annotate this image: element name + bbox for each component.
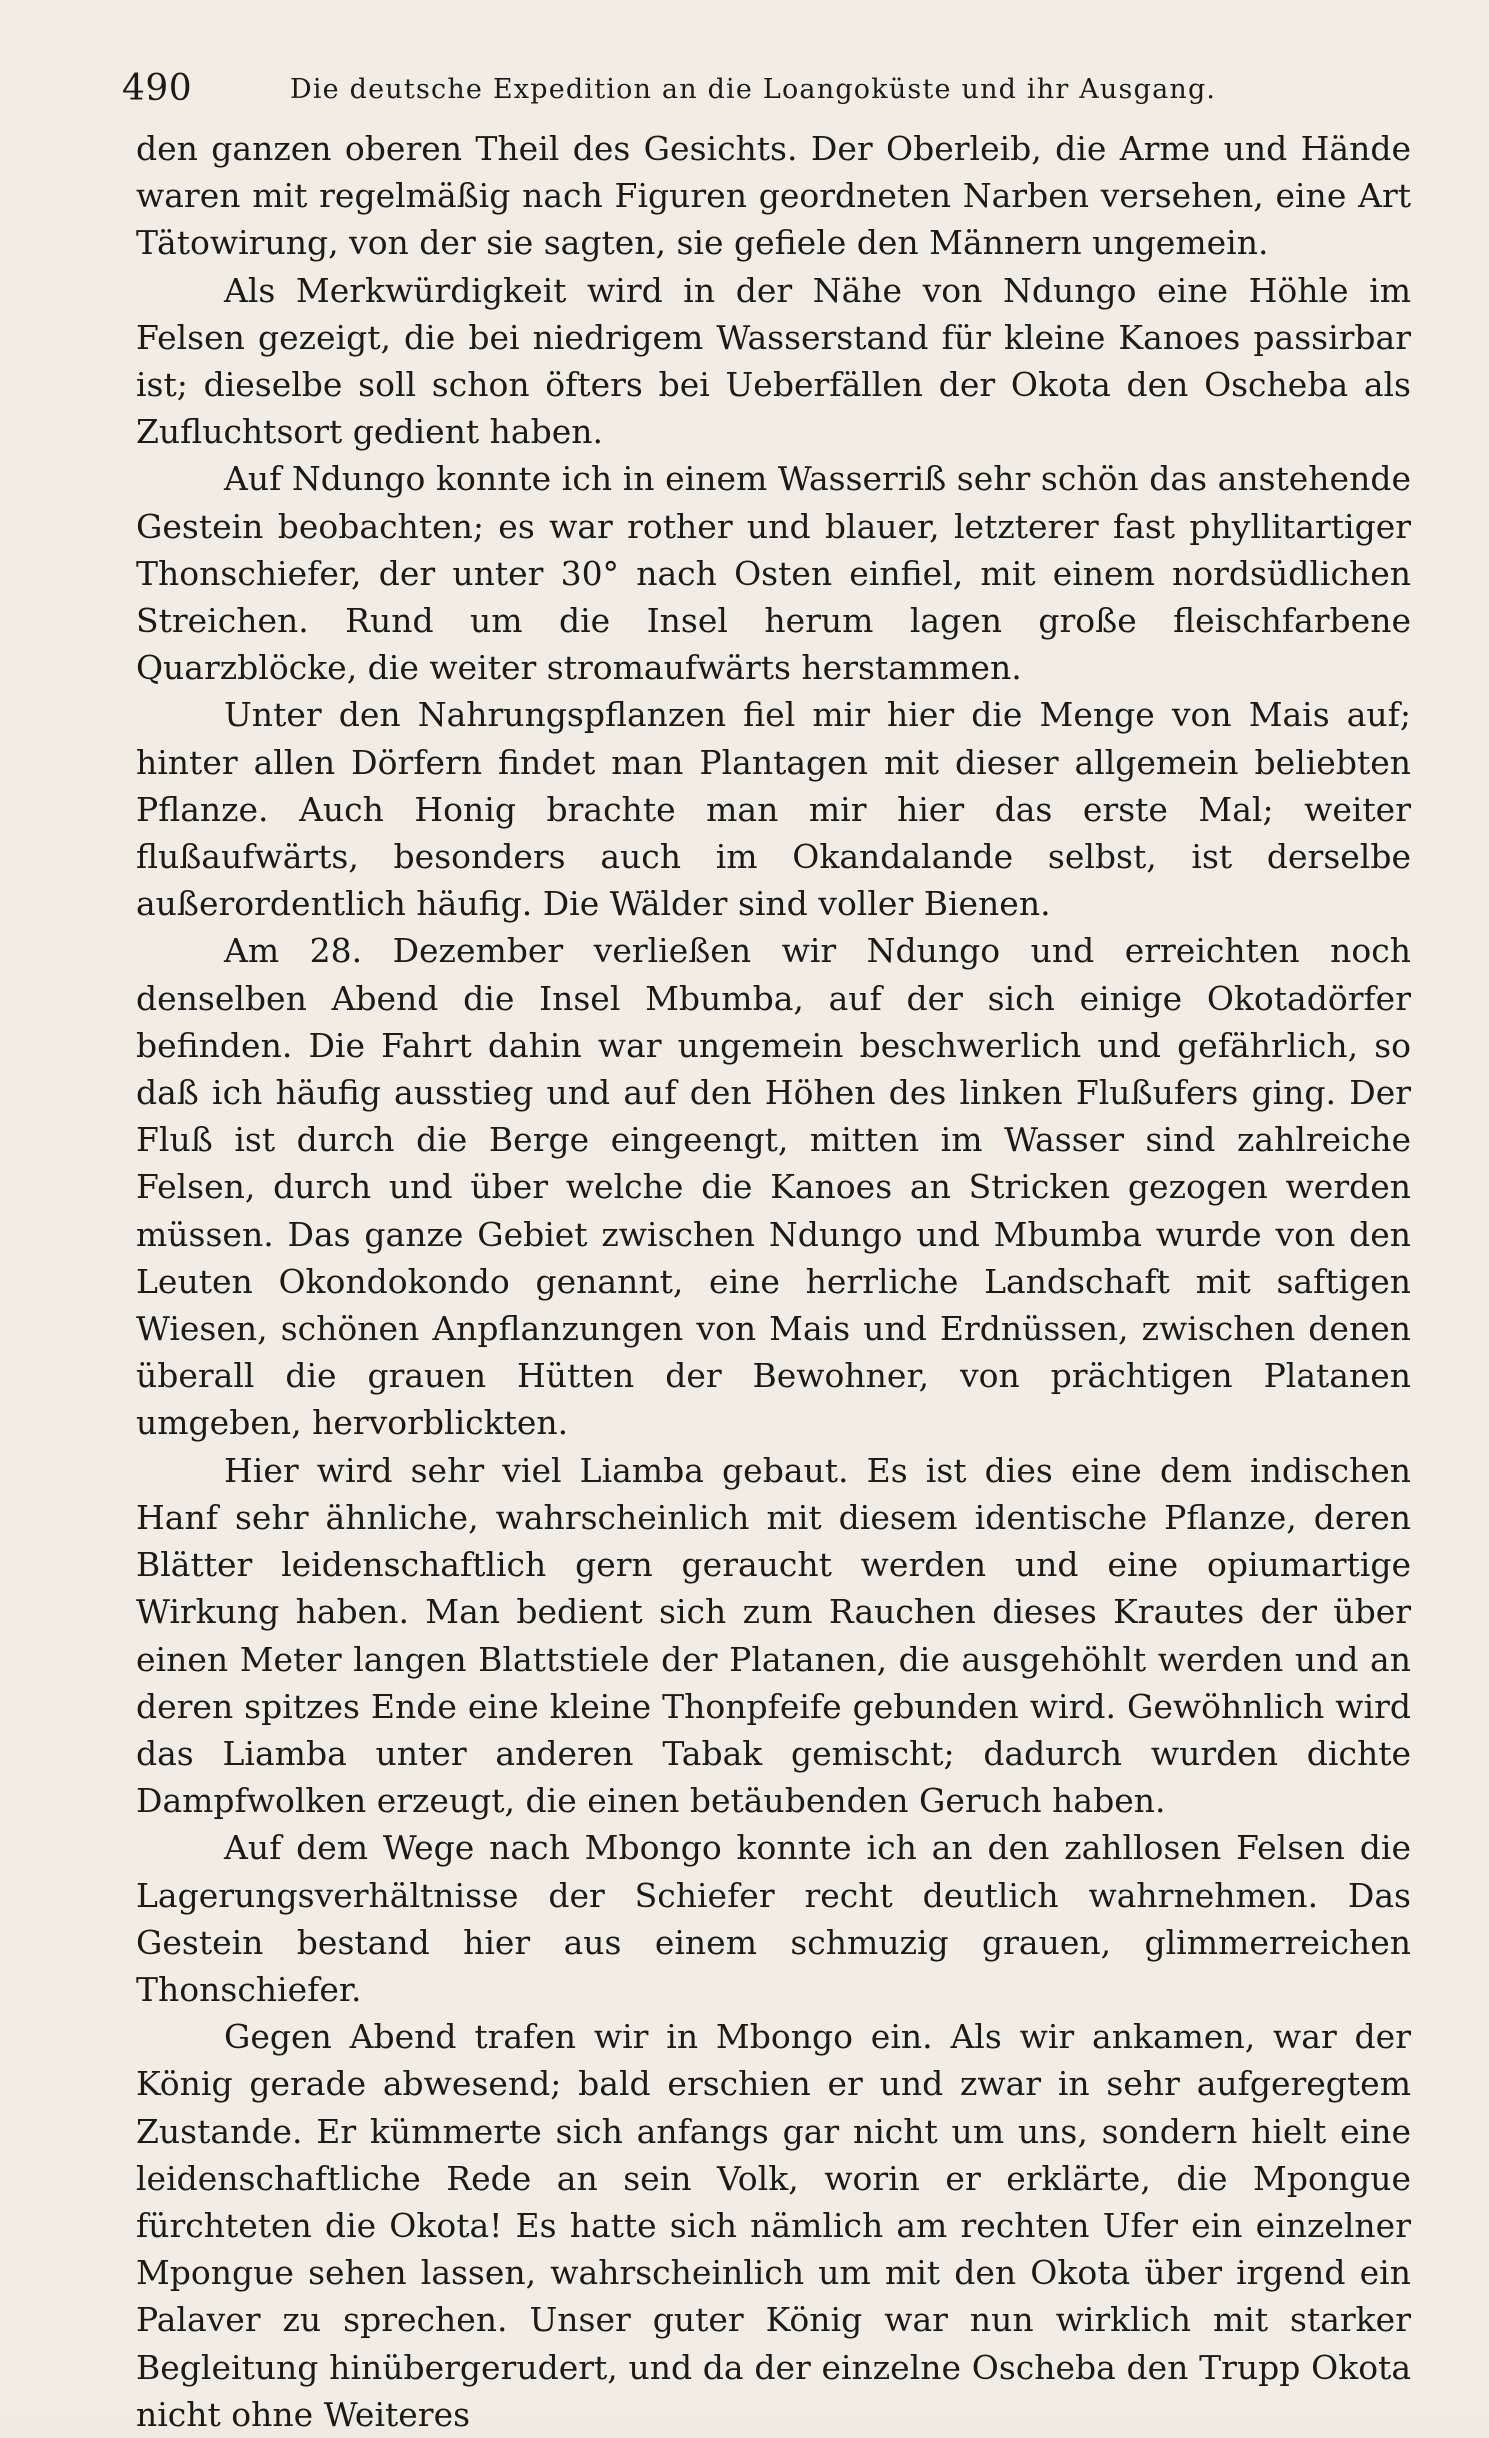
paragraph-3: Auf Ndungo konnte ich in einem Wasserriß sehr schön das anstehende Gestein beobachten; es war rother und blauer, letzterer fast phyllitartiger Thonschiefer, der unter 30° nach Osten einfiel, mit einem nordsüdlichen Streichen. Rund um die Insel herum lagen große fleischfarbene Quarzblöcke, die weiter stromaufwärts herstammen. xyxy=(136,459,1411,688)
body-text xyxy=(136,125,1411,2438)
paragraph-8: Gegen Abend trafen wir in Mbongo ein. Als wir ankamen, war der König gerade abwesend; bald erschien er und zwar in sehr aufgeregtem Zustande. Er kümmerte sich anfangs gar nicht um uns, sondern hielt eine leidenschaftliche Rede an sein Volk, worin er erklärte, die Mpongue fürchteten die Okota! Es hatte sich nämlich am rechten Ufer ein einzelner Mpongue sehen lassen, wahrscheinlich um mit den Okota über irgend ein Palaver zu sprechen. Unser guter König war nun wirklich mit starker Begleitung hinübergerudert, und da der einzelne Oscheba den Trupp Okota nicht ohne Weiteres xyxy=(136,2017,1411,2434)
running-title: Die deutsche Expedition an die Loangoküste und ihr Ausgang. xyxy=(290,74,1217,105)
paragraph-4: Unter den Nahrungspflanzen fiel mir hier die Menge von Mais auf; hinter allen Dörfern findet man Plantagen mit dieser allgemein beliebten Pflanze. Auch Honig brachte man mir hier das erste Mal; weiter flußaufwärts, besonders auch im Okandalande selbst, ist derselbe außerordentlich häufig. Die Wälder sind voller Bienen. xyxy=(136,695,1411,924)
paragraph-6: Hier wird sehr viel Liamba gebaut. Es ist dies eine dem indischen Hanf sehr ähnliche, wahrscheinlich mit diesem identische Pflanze, deren Blätter leidenschaftlich gern geraucht werden und eine opiumartige Wirkung haben. Man bedient sich zum Rauchen dieses Krautes der über einen Meter langen Blattstiele der Platanen, die ausgehöhlt werden und an deren spitzes Ende eine kleine Thonpfeife gebunden wird. Gewöhnlich wird das Liamba unter anderen Tabak gemischt; dadurch wurden dichte Dampfwolken erzeugt, die einen betäubenden Geruch haben. xyxy=(136,1450,1411,1821)
running-head xyxy=(122,62,1247,122)
paragraph-2: Als Merkwürdigkeit wird in der Nähe von Ndungo eine Höhle im Felsen gezeigt, die bei niedrigem Wasserstand für kleine Kanoes passirbar ist; dieselbe soll schon öfters bei Ueberfällen der Okota den Oscheba als Zufluchtsort gedient haben. xyxy=(136,270,1411,452)
paragraph-5: Am 28. Dezember verließen wir Ndungo und erreichten noch denselben Abend die Insel Mbumba, auf der sich einige Okotadörfer befinden. Die Fahrt dahin war ungemein beschwerlich und gefährlich, so daß ich häufig ausstieg und auf den Höhen des linken Flußufers ging. Der Fluß ist durch die Berge eingeengt, mitten im Wasser sind zahlreiche Felsen, durch und über welche die Kanoes an Stricken gezogen werden müssen. Das ganze Gebiet zwischen Ndungo und Mbumba wurde von den Leuten Okondokondo genannt, eine herrliche Landschaft mit saftigen Wiesen, schönen Anpflanzungen von Mais und Erdnüssen, zwischen denen überall die grauen Hütten der Bewohner, von prächtigen Platanen umgeben, hervorblickten. xyxy=(136,931,1411,1443)
page-number: 490 xyxy=(122,68,193,109)
paragraph-1: den ganzen oberen Theil des Gesichts. Der Oberleib, die Arme und Hände waren mit regelmäßig nach Figuren geordneten Narben versehen, eine Art Tätowirung, von der sie sagten, sie gefiele den Männern ungemein. xyxy=(136,129,1411,263)
paragraph-7: Auf dem Wege nach Mbongo konnte ich an den zahllosen Felsen die Lagerungsverhältnisse der Schiefer recht deutlich wahrnehmen. Das Gestein bestand hier aus einem schmuzig grauen, glimmerreichen Thonschiefer. xyxy=(136,1828,1411,2009)
